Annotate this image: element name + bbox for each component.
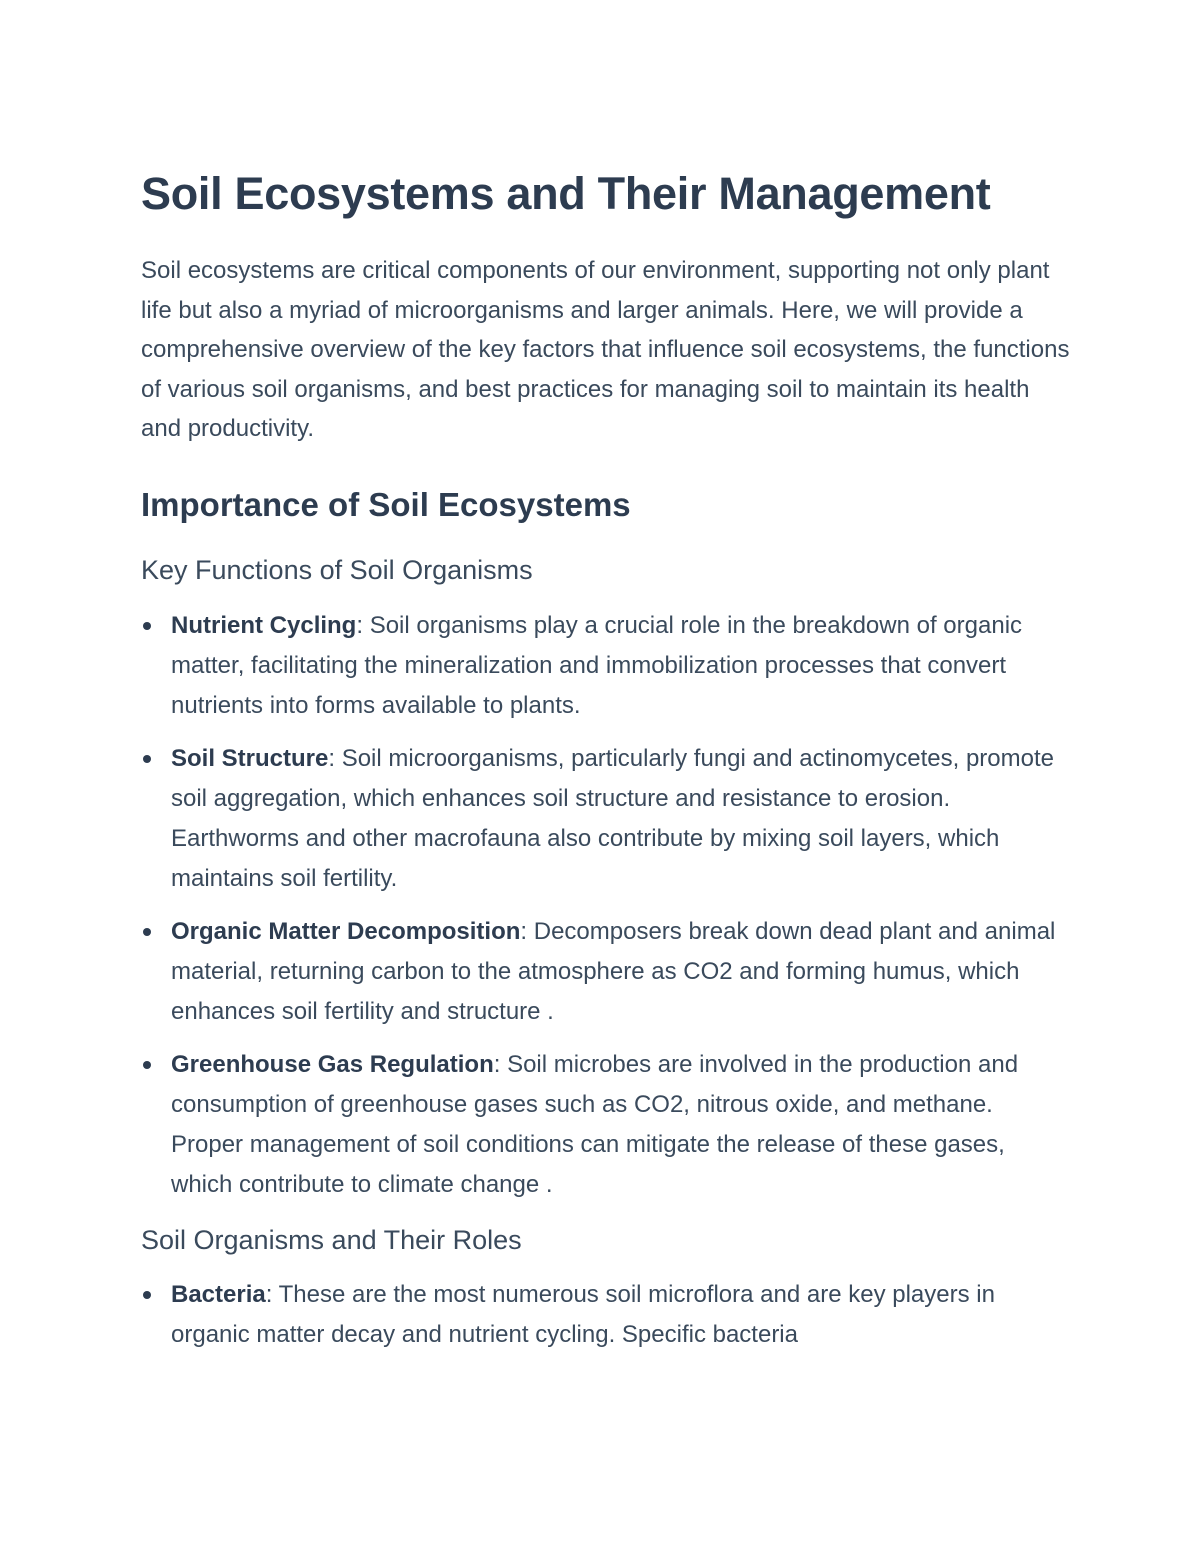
list-item [141,912,1071,1032]
list-item-text: Soil organisms play a crucial role in the breakdown of organic matter, facilitating the mineralization and immobilization processes that convert nutrients into forms available to plants. [171,611,1023,719]
list-item-separator: : [356,611,370,639]
list-item-text: Decomposers break down dead plant and animal material, returning carbon to the atmosphere as CO2 and forming humus, which enhances soil fertility and structure . [171,917,1056,1025]
list-item-term: Bacteria [171,1280,266,1308]
bullet-icon [143,1291,151,1299]
bullet-icon [143,755,151,763]
intro-paragraph: Soil ecosystems are critical components of our environment, supporting not only plant life but also a myriad of microorganisms and larger animals. Here, we will provide a comprehensive overview of the key factors that influence soil ecosystems, the functions of various soil organisms, and best practices for managing soil to maintain its health and productivity. [141,257,1070,442]
document-page [141,162,1071,1368]
list-item-term: Organic Matter Decomposition [171,917,521,945]
bullet-icon [143,928,151,936]
list-item-term: Greenhouse Gas Regulation [171,1050,494,1078]
list-item-term: Soil Structure [171,744,329,772]
list-item [141,606,1071,726]
list-item-separator: : [493,1050,508,1078]
list-item-text: Soil microorganisms, particularly fungi and actinomycetes, promote soil aggregation, which enhances soil structure and resistance to erosion. Earthworms and other macrofauna also contribute by mixing soil layers, which maintains soil fertility. [171,744,1055,892]
list-item-separator: : [265,1280,279,1308]
list-item [141,1045,1071,1205]
list-item-separator: : [520,917,534,945]
subsection-heading-key-functions: Key Functions of Soil Organisms [141,554,533,585]
key-functions-list [141,606,1071,1205]
list-item-text: Soil microbes are involved in the production and consumption of greenhouse gases such as CO2, nitrous oxide, and methane. Proper management of soil conditions can mitigate the release of these gases, which contribute to climate change . [171,1050,1019,1198]
list-item [141,1275,1071,1355]
bullet-icon [143,622,151,630]
section-heading-importance: Importance of Soil Ecosystems [141,485,631,523]
bullet-icon [143,1061,151,1069]
page-title: Soil Ecosystems and Their Management [141,168,991,219]
list-item [141,739,1071,899]
subsection-heading-organisms-roles: Soil Organisms and Their Roles [141,1224,522,1255]
organisms-roles-list [141,1275,1071,1355]
list-item-term: Nutrient Cycling [171,611,357,639]
list-item-separator: : [328,744,342,772]
list-item-text: These are the most numerous soil microflora and are key players in organic matter decay and nutrient cycling. Specific bacteria [171,1280,995,1348]
